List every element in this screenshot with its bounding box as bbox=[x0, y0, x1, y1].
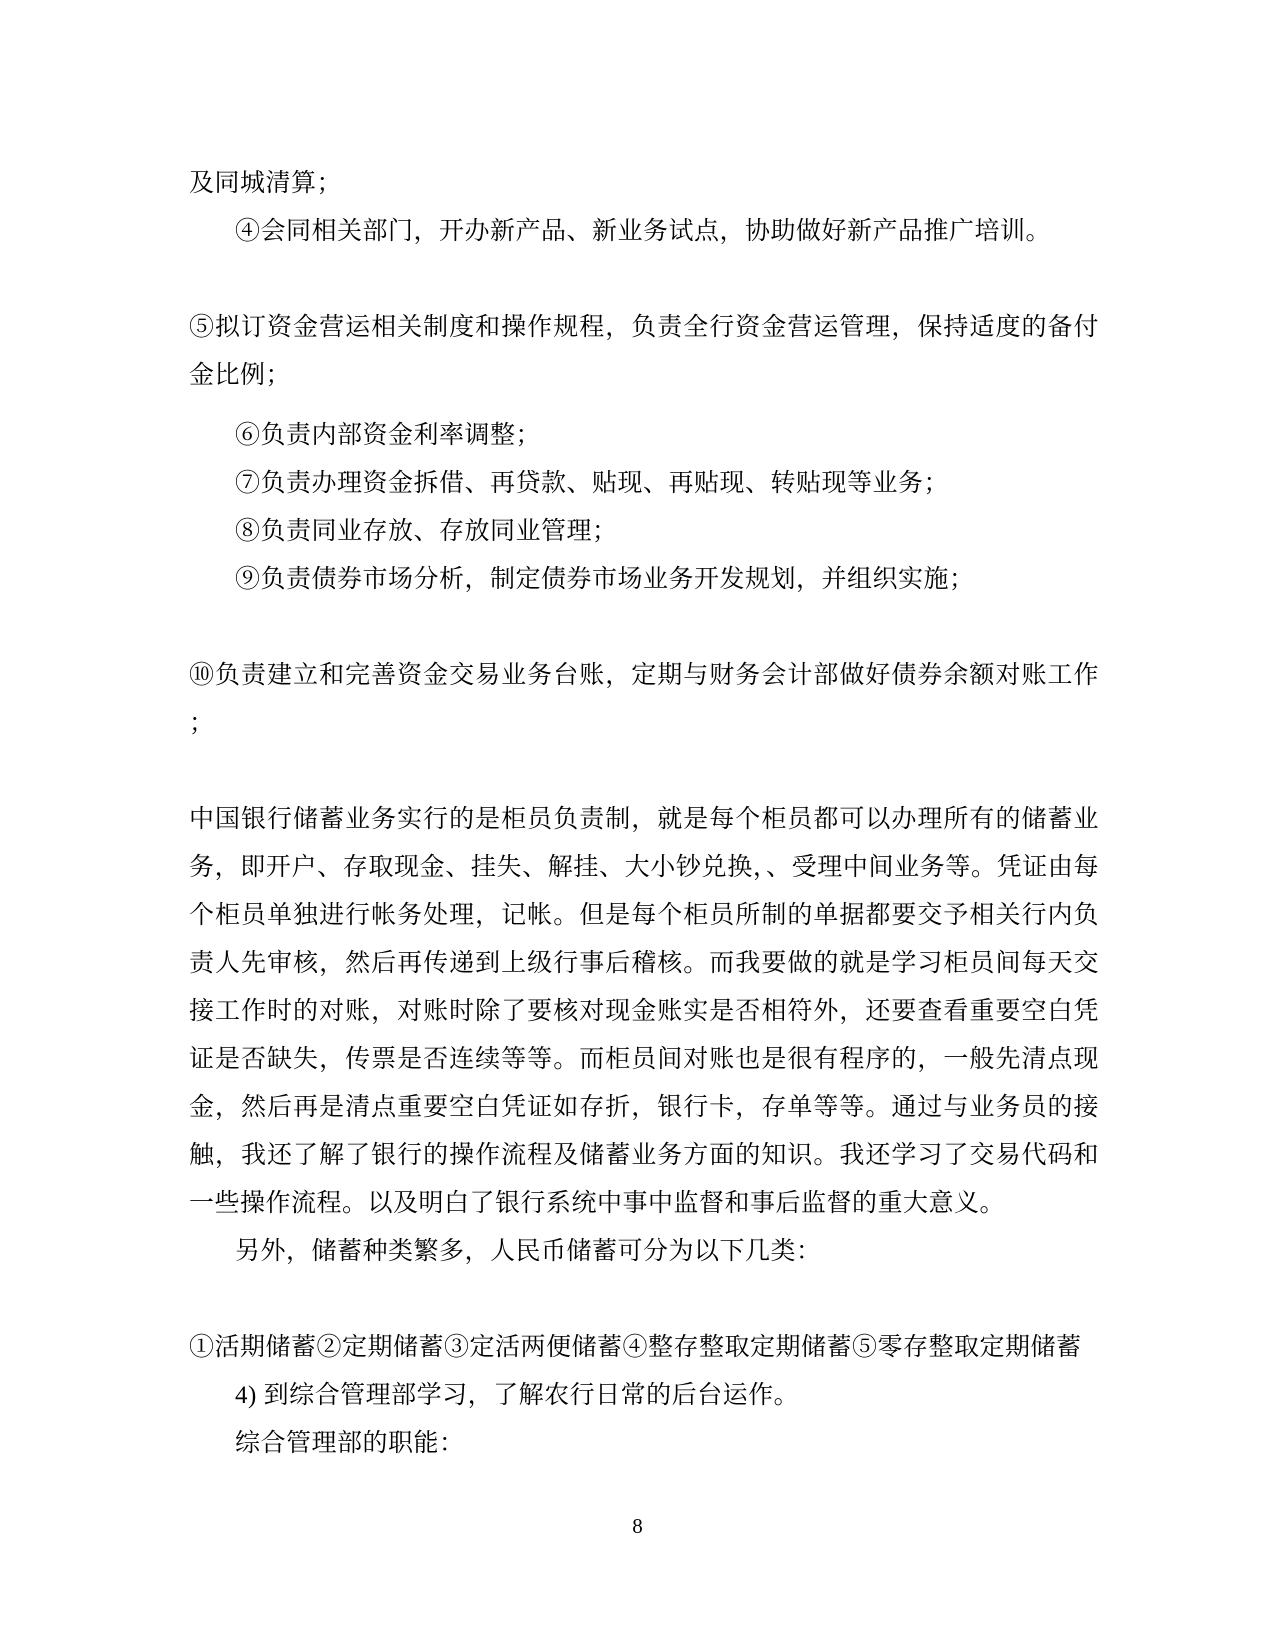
paragraph-savings-types-list: ①活期储蓄②定期储蓄③定活两便储蓄④整存整取定期储蓄⑤零存整取定期储蓄 bbox=[189, 1334, 1082, 1361]
paragraph-savings-body: 中国银行储蓄业务实行的是柜员负责制，就是每个柜员都可以办理所有的储蓄业务，即开户、存取现金、挂失、解挂、大小钞兑换，、受理中间业务等。凭证由每个柜员单独进行帐务处理，记帐。但是每个柜员所制的单据都要交予相关行内负责人先审核，然后再传递到上级行事后稽核。而我要做的就是学习柜员间每天交接工作时的对账，对账时除了要核对现金账实是否相符外，还要查看重要空白凭证是否缺失，传票是否连续等等。而柜员间对账也是很有程序的，一般先清点现金，然后再是清点重要空白凭证如存折，银行卡，存单等等。通过与业务员的接触，我还了解了银行的操作流程及储蓄业务方面的知识。我还学习了交易代码和一些操作流程。以及明白了银行系统中事中监督和事后监督的重大意义。 bbox=[189, 806, 1099, 1217]
paragraph-dept-functions-heading: 综合管理部的职能： bbox=[235, 1430, 465, 1457]
paragraph-item-4: ④会同相关部门，开办新产品、新业务试点，协助做好新产品推广培训。 bbox=[235, 218, 1052, 245]
paragraph-savings-types-intro: 另外，储蓄种类繁多，人民币储蓄可分为以下几类： bbox=[235, 1238, 822, 1265]
page-number: 8 bbox=[632, 1514, 643, 1538]
paragraph-item-9: ⑨负责债券市场分析，制定债券市场业务开发规划，并组织实施； bbox=[235, 566, 975, 593]
paragraph-item-6: ⑥负责内部资金利率调整； bbox=[235, 422, 542, 449]
document-body bbox=[189, 160, 1099, 1468]
paragraph-item-5: ⑤拟订资金营运相关制度和操作规程，负责全行资金营运管理，保持适度的备付金比例； bbox=[189, 314, 1099, 389]
paragraph-item-8: ⑧负责同业存放、存放同业管理； bbox=[235, 518, 618, 545]
paragraph-item-10: ⑩负责建立和完善资金交易业务台账，定期与财务会计部做好债券余额对账工作； bbox=[189, 662, 1099, 737]
paragraph-item-4-dept: 4) 到综合管理部学习，了解农行日常的后台运作。 bbox=[235, 1382, 800, 1409]
paragraph-item-7: ⑦负责办理资金拆借、再贷款、贴现、再贴现、转贴现等业务； bbox=[235, 470, 950, 497]
paragraph-clearing-continuation: 及同城清算； bbox=[189, 170, 343, 197]
